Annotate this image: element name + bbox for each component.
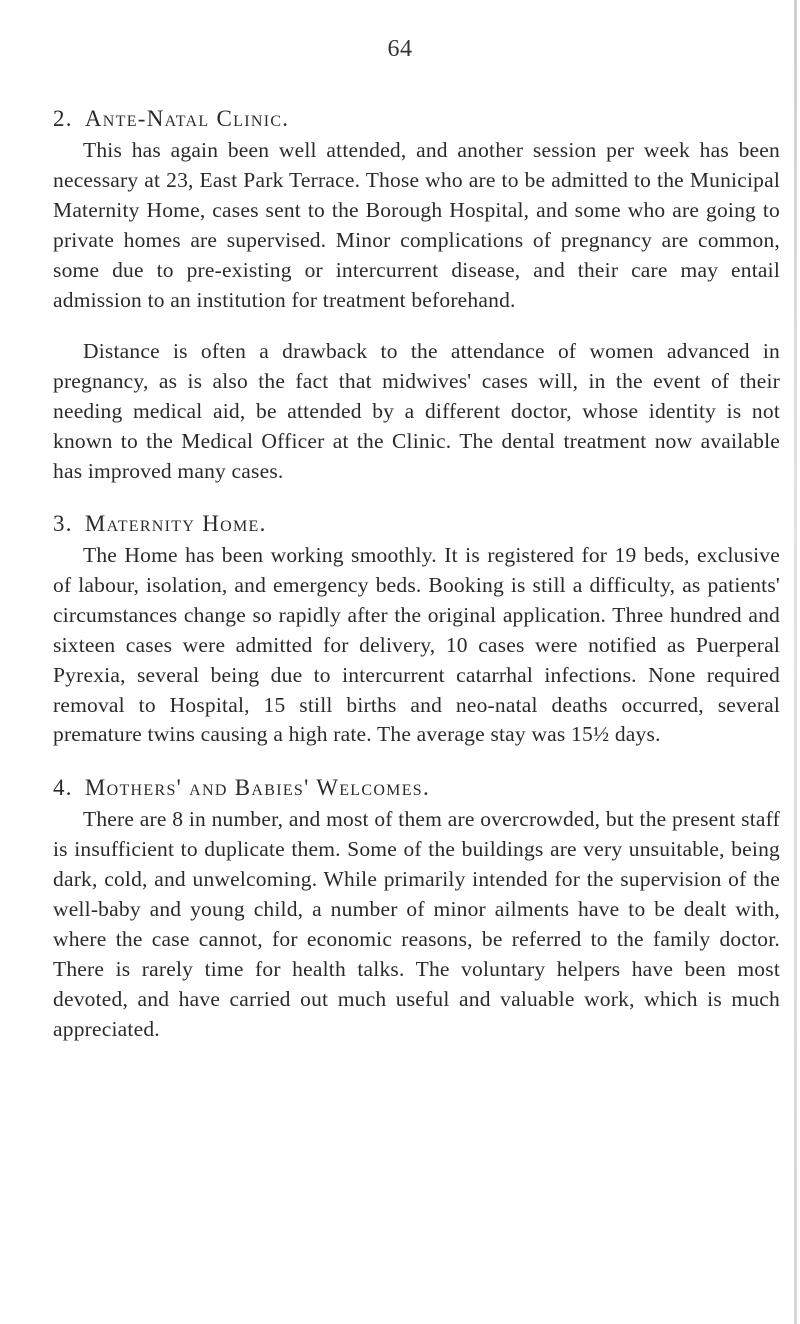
page-number: 64 (387, 36, 413, 62)
section-ante-natal-clinic (53, 102, 780, 487)
paragraph: The Home has been working smoothly. It is registered for 19 beds, exclusive of labour, isolation, and emergency beds. Booking is still a difficulty, as patients' circumstances change so rapidly after the original application. Three hundred and sixteen cases were admitted for delivery, 10 cases were notified as Puerperal Pyrexia, several being due to intercurrent catarrhal infections. None required removal to Hospital, 15 still births and neo-natal deaths occurred, several premature twins causing a high rate. The average stay was 15½ days. (53, 542, 780, 747)
section-title: Ante-Natal Clinic. (84, 106, 290, 131)
section-number: 3. (53, 510, 73, 536)
section-number: 2. (53, 106, 73, 131)
page-body (53, 102, 780, 1045)
section-number: 4. (53, 775, 73, 801)
section-maternity-home (53, 507, 780, 750)
section-heading (53, 507, 780, 541)
section-heading (53, 102, 780, 136)
section-title: Maternity Home. (84, 510, 267, 536)
section-title: Mothers' and Babies' Welcomes. (84, 775, 431, 801)
paragraph: This has again been well attended, and another session per week has been necessary at 23, East Park Terrace. Those who are to be admitted to the Municipal Maternity Home, cases sent to the Borough Hospital, and some who are going to private homes are supervised. Minor complications of pregnancy are common, some due to pre-existing or intercurrent disease, and their care may entail admission to an institution for treatment beforehand. (53, 138, 780, 312)
paragraph: There are 8 in number, and most of them are overcrowded, but the present staff is insufficient to duplicate them. Some of the buildings are very unsuitable, being dark, cold, and unwelcoming. While primarily intended for the supervision of the well-baby and young child, a number of minor ailments have to be dealt with, where the case cannot, for economic reasons, be referred to the family doctor. There is rarely time for health talks. The voluntary helpers have been most devoted, and have carried out much useful and valuable work, which is much appreciated. (53, 807, 780, 1041)
section-heading (53, 771, 780, 805)
page-edge (794, 0, 797, 1324)
section-mothers-babies-welcomes (53, 771, 780, 1044)
paragraph: Distance is often a drawback to the attendance of women advanced in pregnancy, as is also the fact that midwives' cases will, in the event of their needing medical aid, be attended by a different doctor, whose identity is not known to the Medical Officer at the Clinic. The dental treatment now available has improved many cases. (53, 339, 780, 484)
